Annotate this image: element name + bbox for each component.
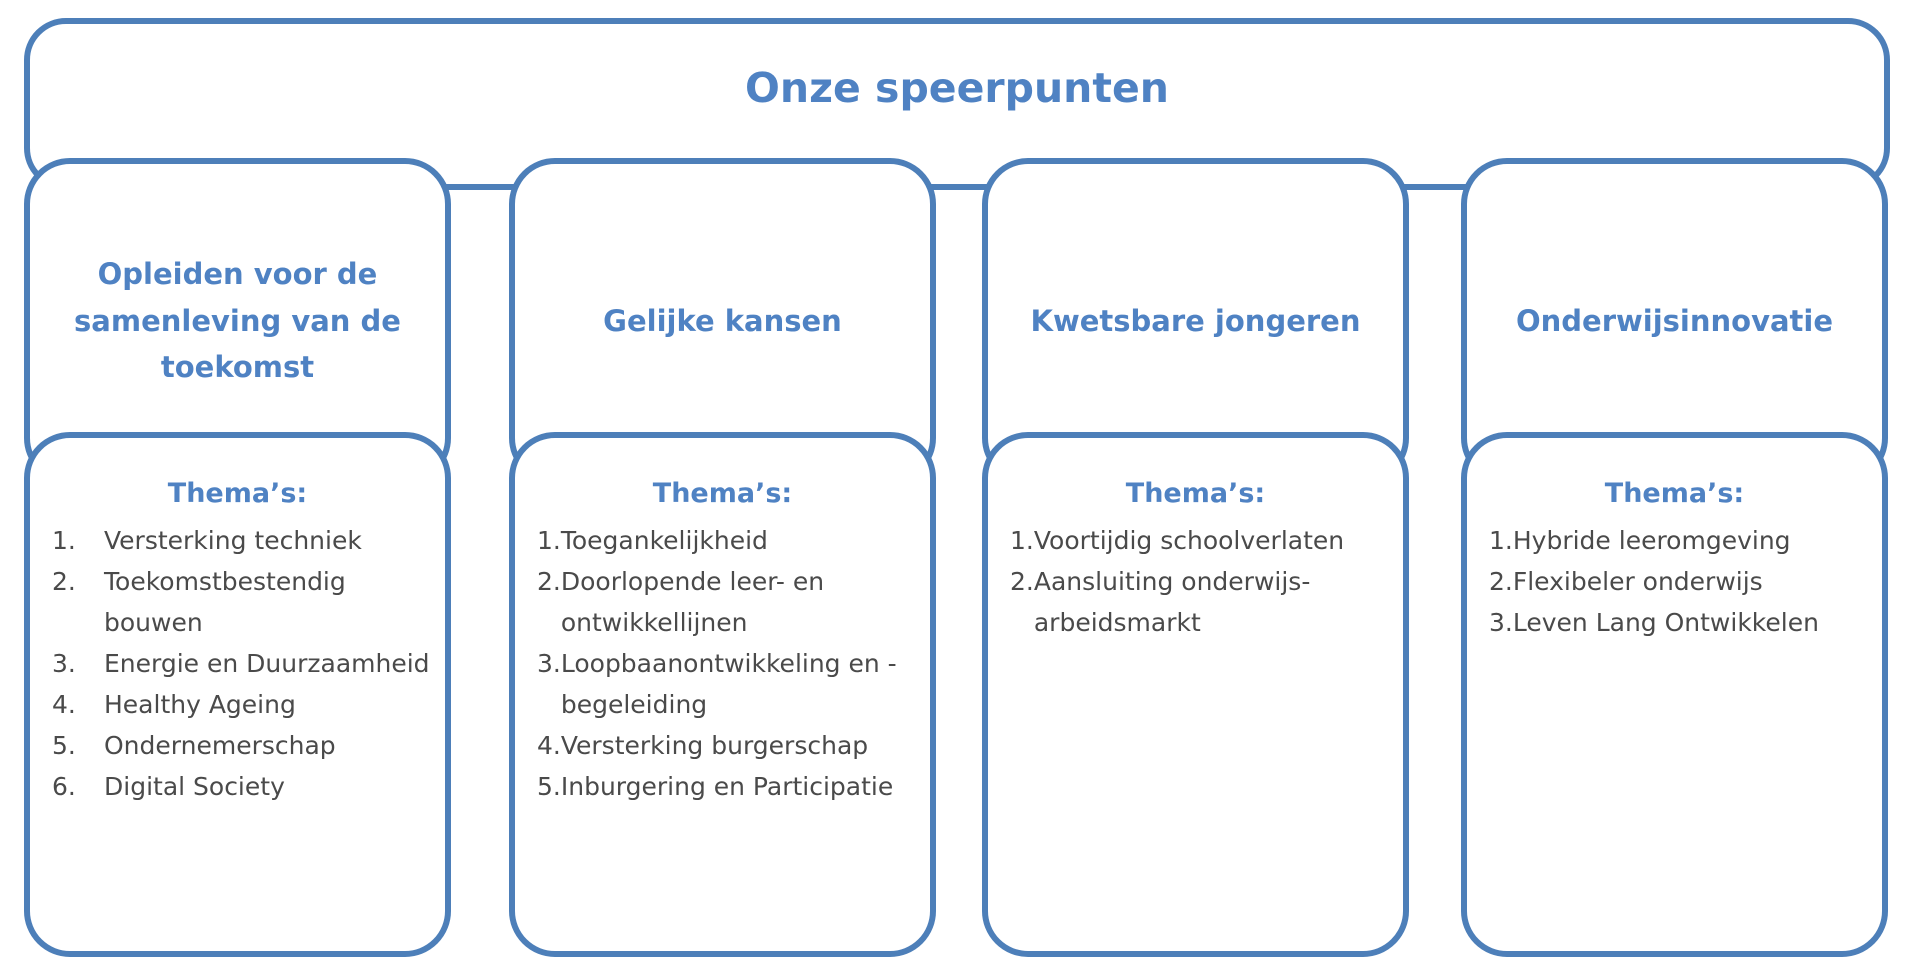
themes-box — [1461, 432, 1888, 957]
theme-number: 3. — [52, 649, 76, 678]
themes-box — [982, 432, 1409, 957]
theme-label: Aansluiting onderwijs-arbeidsmarkt — [1033, 567, 1311, 637]
theme-label: Healthy Ageing — [104, 690, 296, 719]
theme-item — [1010, 520, 1389, 561]
themes-box — [509, 432, 936, 957]
theme-label: Loopbaanontwikkeling en -begeleiding — [560, 649, 897, 719]
column-heading: Opleiden voor de samenleving van de toekomst — [74, 257, 401, 385]
column-heading: Kwetsbare jongeren — [1030, 303, 1361, 338]
theme-label: Voortijdig schoolverlaten — [1033, 526, 1345, 555]
theme-item — [1489, 602, 1868, 643]
column-heading: Gelijke kansen — [603, 303, 842, 338]
theme-number: 2. — [1010, 567, 1034, 596]
theme-label: Hybride leeromgeving — [1512, 526, 1791, 555]
theme-item — [52, 725, 431, 766]
theme-number: 5. — [537, 772, 561, 801]
theme-number: 1. — [1489, 526, 1513, 555]
theme-item — [1489, 561, 1868, 602]
theme-label: Digital Society — [104, 772, 285, 801]
themes-label: Thema’s: — [1604, 478, 1745, 509]
theme-number: 3. — [1489, 608, 1513, 637]
theme-label: Inburgering en Participatie — [560, 772, 894, 801]
theme-item — [52, 561, 431, 643]
theme-label: Energie en Duurzaamheid — [104, 649, 430, 678]
theme-number: 5. — [52, 731, 76, 760]
themes-box — [24, 432, 451, 957]
theme-list — [1489, 520, 1868, 643]
theme-number: 4. — [52, 690, 76, 719]
theme-number: 2. — [537, 567, 561, 596]
theme-label: Doorlopende leer- en ontwikkellijnen — [560, 567, 825, 637]
theme-item — [537, 520, 916, 561]
theme-label: Leven Lang Ontwikkelen — [1512, 608, 1819, 637]
theme-item — [52, 684, 431, 725]
theme-number: 3. — [537, 649, 561, 678]
theme-label: Versterking burgerschap — [560, 731, 869, 760]
theme-item — [52, 520, 431, 561]
theme-number: 2. — [1489, 567, 1513, 596]
themes-label: Thema’s: — [652, 478, 793, 509]
theme-label: Flexibeler onderwijs — [1512, 567, 1763, 596]
theme-item — [537, 725, 916, 766]
themes-label: Thema’s: — [167, 478, 308, 509]
theme-item — [52, 766, 431, 807]
theme-item — [1010, 561, 1389, 643]
theme-list — [1010, 520, 1389, 643]
column-heading: Onderwijsinnovatie — [1515, 303, 1834, 338]
theme-number: 1. — [537, 526, 561, 555]
theme-list — [537, 520, 916, 807]
theme-item — [537, 643, 916, 725]
theme-item — [537, 561, 916, 643]
theme-list — [52, 520, 431, 807]
diagram-title: Onze speerpunten — [745, 64, 1169, 112]
theme-item — [1489, 520, 1868, 561]
theme-number: 6. — [52, 772, 76, 801]
themes-label: Thema’s: — [1125, 478, 1266, 509]
theme-number: 4. — [537, 731, 561, 760]
theme-item — [537, 766, 916, 807]
theme-label: Ondernemerschap — [104, 731, 336, 760]
theme-item — [52, 643, 431, 684]
theme-label: Versterking techniek — [104, 526, 362, 555]
theme-number: 1. — [1010, 526, 1034, 555]
theme-number: 2. — [52, 567, 76, 596]
theme-label: Toekomstbestendig bouwen — [104, 567, 346, 637]
theme-label: Toegankelijkheid — [560, 526, 768, 555]
theme-number: 1. — [52, 526, 76, 555]
